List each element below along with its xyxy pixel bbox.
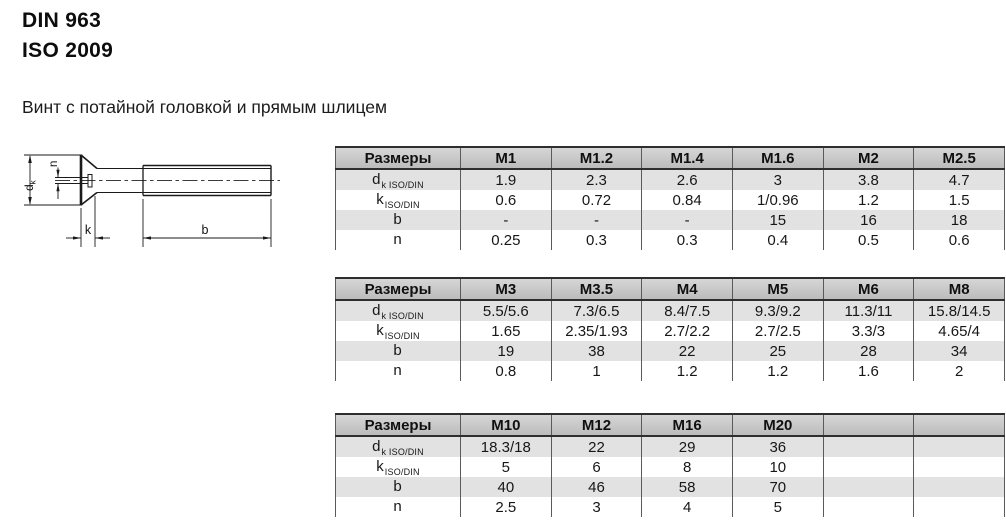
row-label-subscript: k ISO/DIN xyxy=(381,179,424,190)
value-cell: 3 xyxy=(732,169,823,190)
dk-arrow-down xyxy=(28,197,32,205)
row-label xyxy=(336,169,461,190)
row-label-symbol: b xyxy=(393,341,402,359)
dimensions-table xyxy=(335,277,1005,381)
dimensions-table-m10-m20 xyxy=(335,413,1005,517)
value-cell: 10 xyxy=(732,457,823,477)
value-cell: 2.6 xyxy=(642,169,733,190)
value-cell: 0.4 xyxy=(732,230,823,250)
row-label-symbol: d xyxy=(372,170,381,188)
table-row xyxy=(336,169,1005,190)
column-header: M2.5 xyxy=(914,147,1005,169)
value-cell: 0.3 xyxy=(551,230,642,250)
column-header: M3.5 xyxy=(551,278,642,300)
value-cell: 15 xyxy=(732,210,823,230)
dimensions-table-m3-m8 xyxy=(335,277,1005,381)
value-cell: 0.8 xyxy=(461,361,552,381)
b-arrow-left xyxy=(143,236,151,239)
row-label-subscript: ISO/DIN xyxy=(384,330,420,341)
value-cell: 4.65/4 xyxy=(914,321,1005,341)
k-arrow-left xyxy=(95,236,103,239)
row-label-symbol: b xyxy=(393,210,402,228)
row-label-symbol: d xyxy=(372,437,381,455)
value-cell: 5.5/5.6 xyxy=(461,300,552,321)
value-cell: 4.7 xyxy=(914,169,1005,190)
table-row xyxy=(336,361,1005,381)
value-cell: 2.35/1.93 xyxy=(551,321,642,341)
table-row xyxy=(336,497,1005,517)
value-cell: 0.84 xyxy=(642,190,733,210)
value-cell: 2.7/2.5 xyxy=(732,321,823,341)
table-row xyxy=(336,210,1005,230)
row-label-symbol: b xyxy=(393,477,402,495)
value-cell: 0.25 xyxy=(461,230,552,250)
value-cell: 18 xyxy=(914,210,1005,230)
dimensions-table xyxy=(335,146,1005,250)
value-cell: 36 xyxy=(732,436,823,457)
column-header xyxy=(914,414,1005,436)
value-cell: 1.9 xyxy=(461,169,552,190)
value-cell: 8.4/7.5 xyxy=(642,300,733,321)
row-label xyxy=(336,190,461,210)
table-row xyxy=(336,230,1005,250)
table-row xyxy=(336,341,1005,361)
value-cell: 1.2 xyxy=(642,361,733,381)
table-row xyxy=(336,457,1005,477)
column-header: M6 xyxy=(823,278,914,300)
n-arrow-down xyxy=(56,170,59,178)
table-row xyxy=(336,300,1005,321)
row-label-symbol: k xyxy=(376,457,384,475)
value-cell: 0.3 xyxy=(642,230,733,250)
value-cell: 5 xyxy=(461,457,552,477)
value-cell: 46 xyxy=(551,477,642,497)
value-cell: 16 xyxy=(823,210,914,230)
value-cell: 1 xyxy=(551,361,642,381)
column-header: M4 xyxy=(642,278,733,300)
value-cell: 2.7/2.2 xyxy=(642,321,733,341)
value-cell xyxy=(823,497,914,517)
row-label-subscript: ISO/DIN xyxy=(384,466,420,477)
row-label xyxy=(336,497,461,517)
value-cell: 3 xyxy=(551,497,642,517)
value-cell: 1/0.96 xyxy=(732,190,823,210)
value-cell: 70 xyxy=(732,477,823,497)
value-cell: 1.2 xyxy=(732,361,823,381)
dimensions-table-m1-m2_5 xyxy=(335,146,1005,250)
dk-arrow-up xyxy=(28,155,32,163)
value-cell xyxy=(914,497,1005,517)
row-label xyxy=(336,321,461,341)
value-cell: 40 xyxy=(461,477,552,497)
value-cell: 2.5 xyxy=(461,497,552,517)
technical-drawing xyxy=(0,130,320,270)
b-dimension-label: b xyxy=(201,223,209,237)
value-cell: 8 xyxy=(642,457,733,477)
table-row xyxy=(336,321,1005,341)
dk-dimension-label: $d_k$ xyxy=(22,180,38,191)
column-header: M1.4 xyxy=(642,147,733,169)
value-cell: 1.65 xyxy=(461,321,552,341)
column-header: M12 xyxy=(551,414,642,436)
value-cell: 34 xyxy=(914,341,1005,361)
value-cell xyxy=(823,477,914,497)
column-header: M1.6 xyxy=(732,147,823,169)
value-cell: 1.2 xyxy=(823,190,914,210)
value-cell: 7.3/6.5 xyxy=(551,300,642,321)
column-header xyxy=(823,414,914,436)
value-cell xyxy=(914,436,1005,457)
row-label xyxy=(336,457,461,477)
value-cell: 58 xyxy=(642,477,733,497)
value-cell: 4 xyxy=(642,497,733,517)
column-header: M1 xyxy=(461,147,552,169)
value-cell: 1.5 xyxy=(914,190,1005,210)
value-cell: - xyxy=(551,210,642,230)
iso-standard-title: ISO 2009 xyxy=(22,39,114,62)
value-cell: 3.8 xyxy=(823,169,914,190)
column-header: M8 xyxy=(914,278,1005,300)
value-cell: 38 xyxy=(551,341,642,361)
row-label-symbol: k xyxy=(376,190,384,208)
value-cell: 6 xyxy=(551,457,642,477)
row-label-symbol: k xyxy=(376,321,384,339)
row-label-subscript: k ISO/DIN xyxy=(381,446,424,457)
n-dimension-label: n xyxy=(48,160,60,167)
value-cell: 0.6 xyxy=(461,190,552,210)
value-cell: 25 xyxy=(732,341,823,361)
row-label xyxy=(336,341,461,361)
value-cell: 3.3/3 xyxy=(823,321,914,341)
value-cell xyxy=(914,457,1005,477)
row-label xyxy=(336,210,461,230)
value-cell: - xyxy=(642,210,733,230)
value-cell: 2 xyxy=(914,361,1005,381)
k-dimension-label: k xyxy=(84,223,92,237)
k-arrow-right xyxy=(73,236,81,239)
value-cell: 19 xyxy=(461,341,552,361)
value-cell xyxy=(823,436,914,457)
value-cell: 1.6 xyxy=(823,361,914,381)
value-cell: 29 xyxy=(642,436,733,457)
row-label xyxy=(336,436,461,457)
value-cell: 0.5 xyxy=(823,230,914,250)
table-row xyxy=(336,477,1005,497)
screw-side-view-drawing xyxy=(0,130,320,270)
value-cell xyxy=(823,457,914,477)
value-cell: 22 xyxy=(551,436,642,457)
column-header: M2 xyxy=(823,147,914,169)
value-cell: 0.72 xyxy=(551,190,642,210)
row-label xyxy=(336,230,461,250)
value-cell: 0.6 xyxy=(914,230,1005,250)
table-corner-header: Размеры xyxy=(336,278,461,300)
column-header: M20 xyxy=(732,414,823,436)
table-corner-header: Размеры xyxy=(336,147,461,169)
standard-titles xyxy=(22,6,113,66)
value-cell: 5 xyxy=(732,497,823,517)
row-label-subscript: k ISO/DIN xyxy=(381,310,424,321)
page-subtitle: Винт с потайной головкой и прямым шлицем xyxy=(22,97,388,117)
table-row xyxy=(336,436,1005,457)
column-header: M3 xyxy=(461,278,552,300)
value-cell: 9.3/9.2 xyxy=(732,300,823,321)
row-label-symbol: d xyxy=(372,301,381,319)
column-header: M10 xyxy=(461,414,552,436)
n-arrow-up xyxy=(56,184,59,192)
row-label-symbol: n xyxy=(393,361,402,379)
table-row xyxy=(336,190,1005,210)
column-header: M16 xyxy=(642,414,733,436)
head-cone-top xyxy=(81,155,97,169)
row-label xyxy=(336,361,461,381)
value-cell: 2.3 xyxy=(551,169,642,190)
value-cell: 15.8/14.5 xyxy=(914,300,1005,321)
column-header: M5 xyxy=(732,278,823,300)
value-cell: 11.3/11 xyxy=(823,300,914,321)
row-label-symbol: n xyxy=(393,230,402,248)
value-cell: - xyxy=(461,210,552,230)
row-label-subscript: ISO/DIN xyxy=(384,199,420,210)
dimensions-table xyxy=(335,413,1005,517)
row-label xyxy=(336,477,461,497)
value-cell: 28 xyxy=(823,341,914,361)
b-arrow-right xyxy=(263,236,271,239)
row-label xyxy=(336,300,461,321)
value-cell xyxy=(914,477,1005,497)
value-cell: 18.3/18 xyxy=(461,436,552,457)
value-cell: 22 xyxy=(642,341,733,361)
row-label-symbol: n xyxy=(393,497,402,515)
column-header: M1.2 xyxy=(551,147,642,169)
din-standard-title: DIN 963 xyxy=(22,9,102,32)
table-corner-header: Размеры xyxy=(336,414,461,436)
